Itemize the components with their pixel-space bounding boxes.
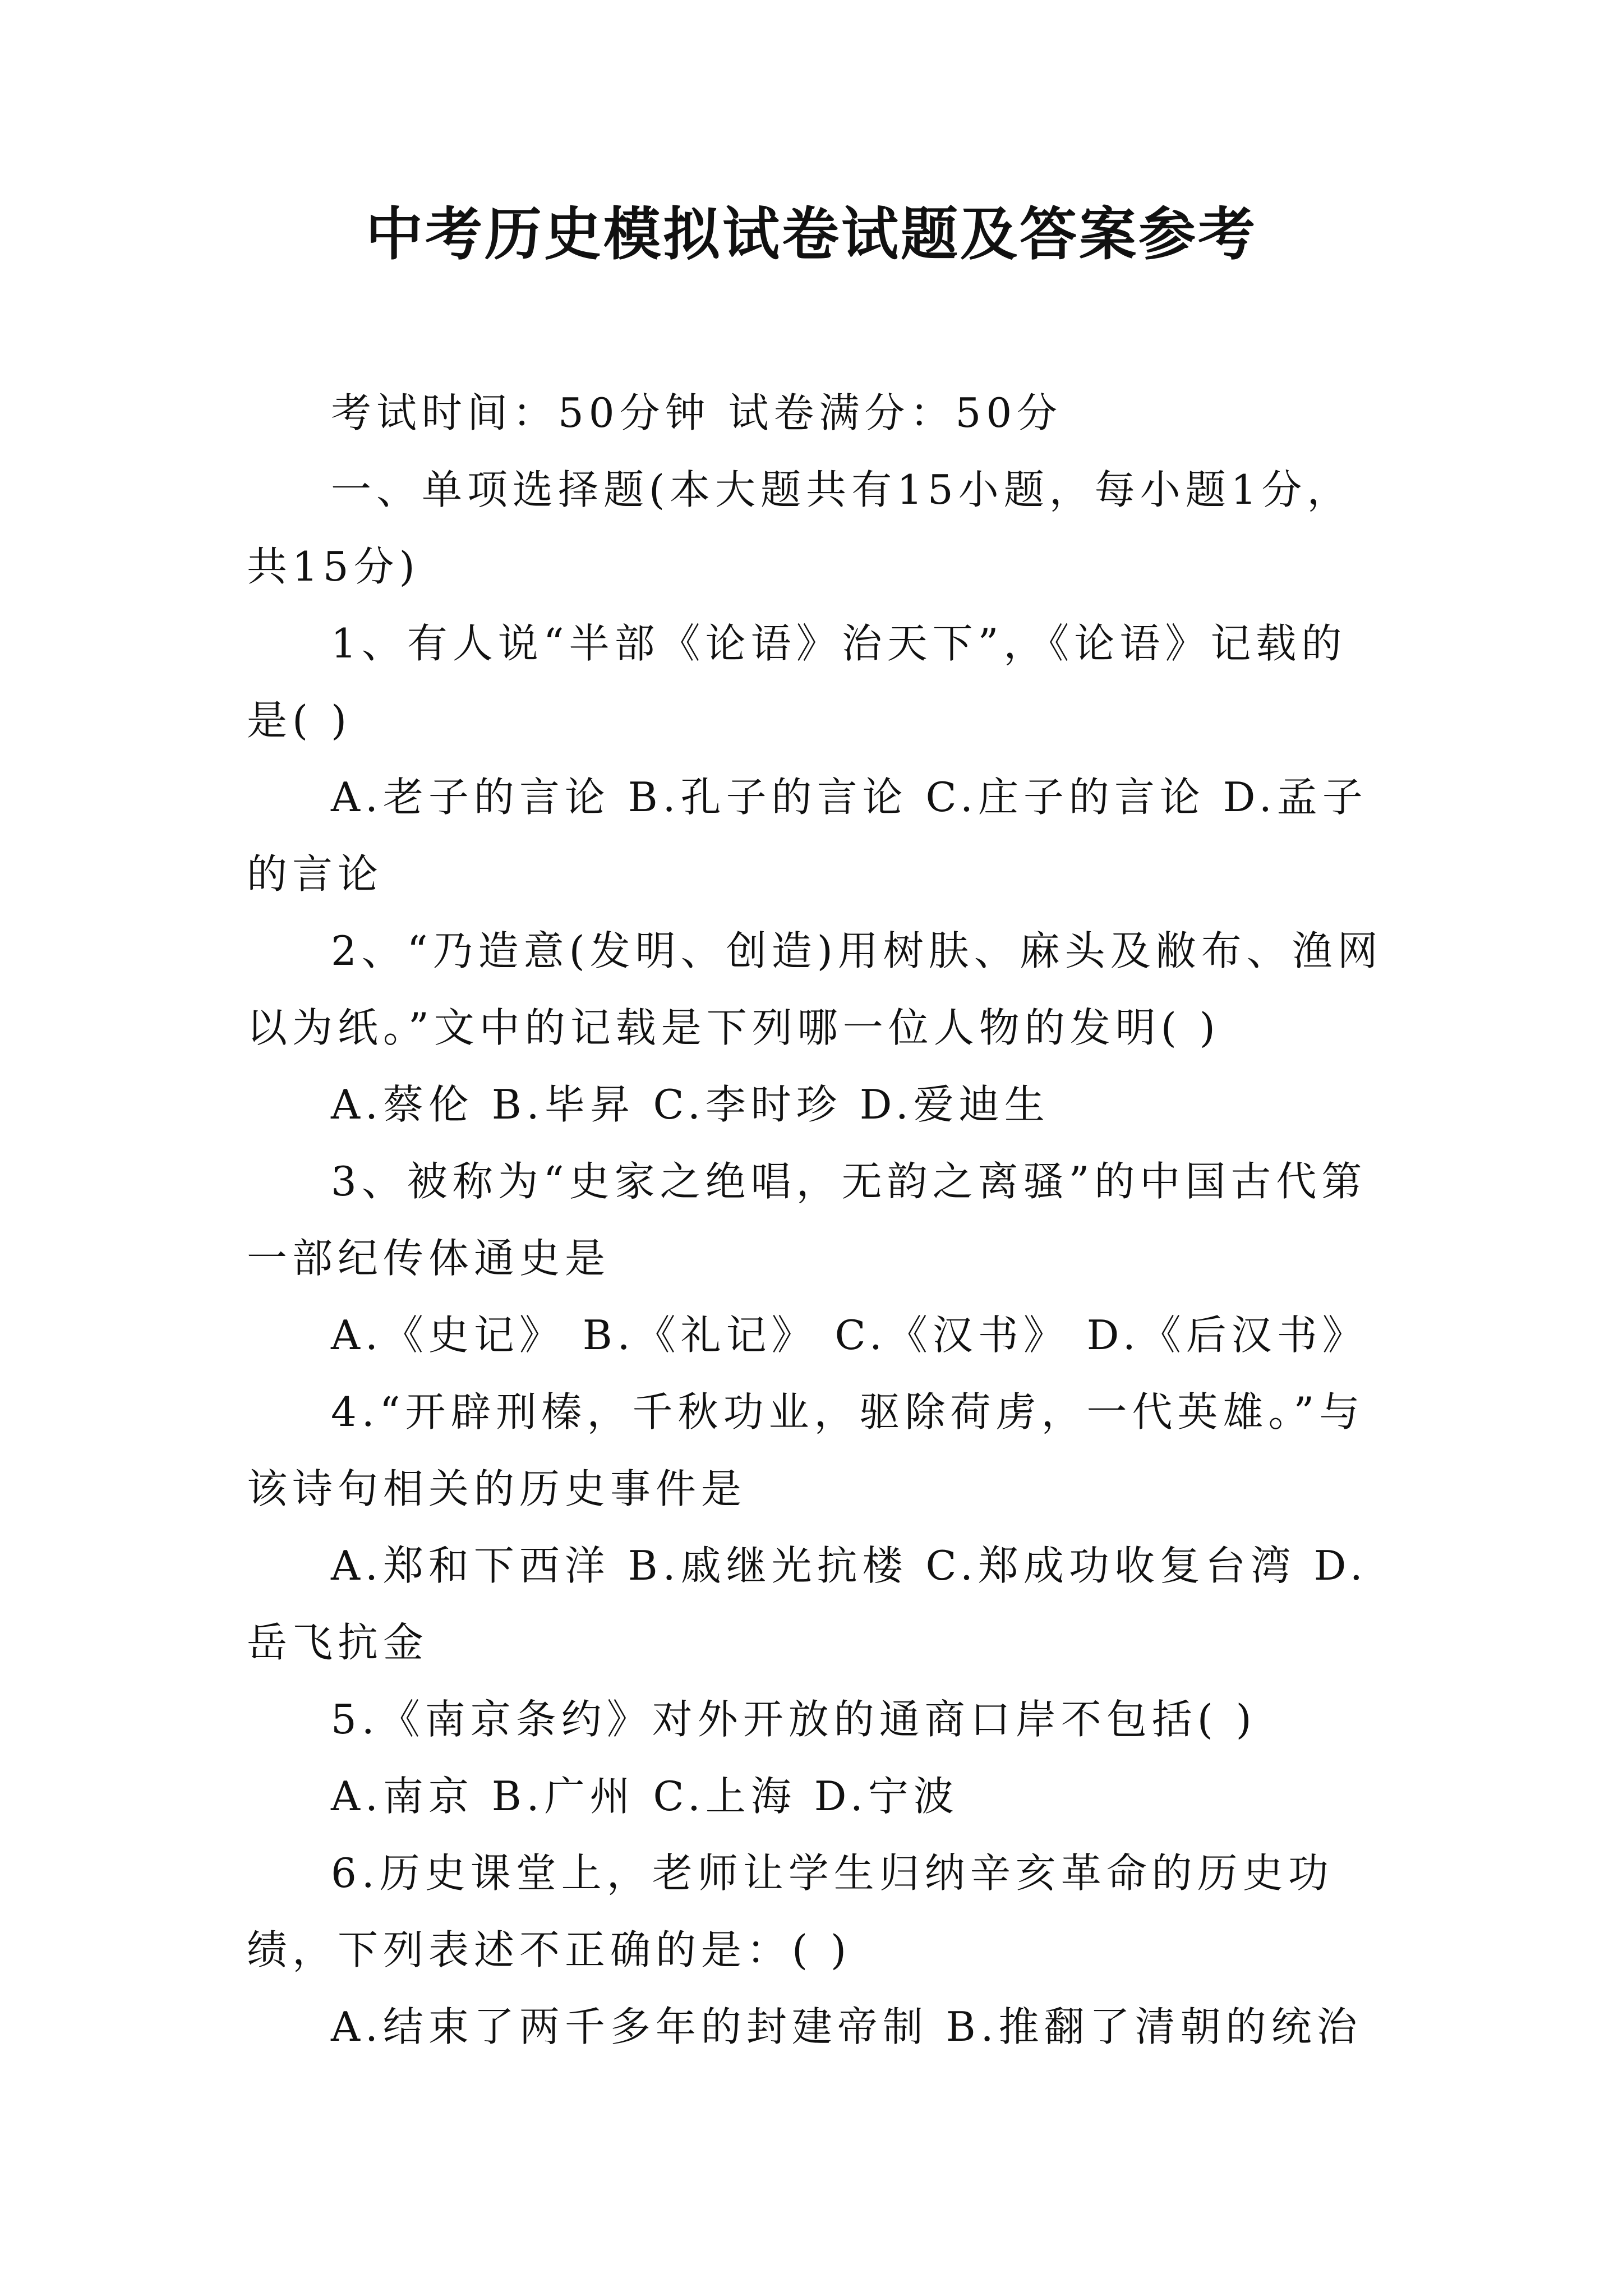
question-4: 4.“开辟刑榛，千秋功业，驱除荷虏，一代英雄。”与该诗句相关的历史事件是 bbox=[247, 1388, 1365, 1512]
section-heading: 一、单项选择题(本大题共有15小题，每小题1分，共15分) bbox=[247, 466, 1353, 590]
question-2-options: A.蔡伦 B.毕昇 C.李时珍 D.爱迪生 bbox=[331, 1081, 1050, 1128]
question-5: 5.《南京条约》对外开放的通商口岸不包括( ) bbox=[331, 1696, 1257, 1743]
question-1: 1、有人说“半部《论语》治天下”，《论语》记载的是( ) bbox=[247, 620, 1347, 744]
question-3: 3、被称为“史家之绝唱，无韵之离骚”的中国古代第一部纪传体通史是 bbox=[247, 1158, 1367, 1282]
question-4-options: A.郑和下西洋 B.戚继光抗楼 C.郑成功收复台湾 D.岳飞抗金 bbox=[247, 1542, 1368, 1666]
document-title: 中考历史模拟试卷试题及答案参考 bbox=[366, 201, 1257, 268]
question-3-options: A.《史记》 B.《礼记》 C.《汉书》 D.《后汉书》 bbox=[331, 1312, 1368, 1359]
question-6: 6.历史课堂上，老师让学生归纳辛亥革命的历史功绩，下列表述不正确的是：( ) bbox=[247, 1849, 1334, 1973]
question-5-options: A.南京 B.广州 C.上海 D.宁波 bbox=[331, 1773, 959, 1820]
question-2: 2、“乃造意(发明、创造)用树肤、麻头及敝布、渔网以为纸。”文中的记载是下列哪一位人物的发明( ) bbox=[247, 927, 1383, 1051]
exam-info-line: 考试时间：50分钟 试卷满分：50分 bbox=[331, 389, 1063, 436]
document-body bbox=[247, 375, 1385, 2065]
question-6-options: A.结束了两千多年的封建帝制 B.推翻了清朝的统治 bbox=[331, 2003, 1362, 2050]
question-1-options: A.老子的言论 B.孔子的言论 C.庄子的言论 D.孟子的言论 bbox=[247, 774, 1368, 898]
